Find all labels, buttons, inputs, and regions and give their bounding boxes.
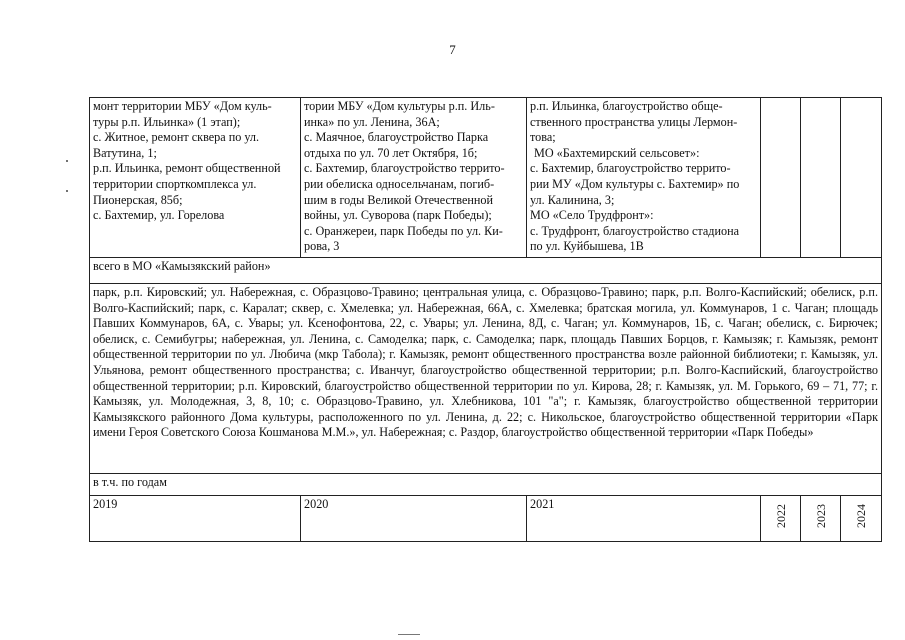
year-cell-2024 [841, 496, 882, 542]
objects-list-text: парк, р.п. Кировский; ул. Набережная, с. Образцово-Травино; центральная улица, с. Образцово-Травино; парк, р.п. Волго-Каспийский; обелиск, р.п. Волго-Каспийский; парк, с. Каралат; сквер, с. Хмелевка; ул. Набережная, 66А, с. Хмелевка; братская могила, ул. Коммунаров, 1 с. Чаган; площадь Павших Коммунаров, 6А, с. Увары; ул. Ксенофонтова, 22, с. Увары; ул. Ленина, 8Д, с. Чаган; ул. Коммунаров, 1Б, с. Чаган; обелиск, с. Бирючек; обелиск, с. Семибугры; набережная, ул. Ленина, с. Самоделка; парк, с. Самоделка; парк, площадь Павших Борцов, г. Камызяк; г. Камызяк, ремонт общественной территории по ул. Любича (мкр Табола); г. Камызяк, ремонт общественного пространства возле районной библиотеки; г. Камызяк, ул. Ульянова, ремонт общественного пространства; с. Иванчуг, благоустройство общественной территории; р.п. Волго-Каспийский, благоустройство общественной территории; р.п. Кировский, благоустройство общественной территории по ул. Кирова, 28; г. Камызяк, ул. М. Горького, 69 – 71, 77; г. Камызяк, ул. Молодежная, 3, 8, 10; с. Образцово-Травино, ул. Хлебникова, 101 "а"; г. Камызяк, благоустройство общественной территории Камызякского районного Дома культуры, расположенного по ул. Ленина, д. 22; с. Никольское, благоустройство общественной территории «Парк имени Героя Советского Союза Кошманова М.М.», ул. Набережная; с. Раздор, благоустройство общественной территории «Парк Победы» [93, 285, 878, 440]
text-line: с. Бахтемир, благоустройство террито- [304, 161, 505, 176]
text-line: территории спорткомплекса ул. [93, 176, 257, 191]
text-line: това; [530, 130, 556, 145]
margin-mark [66, 190, 68, 192]
year-cell-2019 [90, 496, 301, 542]
text-line: туры р.п. Ильинка» (1 этап); [93, 114, 241, 129]
text-line: Пионерская, 85б; [93, 192, 183, 207]
text-line: ственного пространства улицы Лермон- [530, 114, 738, 129]
total-label: всего в МО «Камызякский район» [93, 259, 271, 273]
text-line: отдыха по ул. 70 лет Октября, 1б; [304, 145, 478, 160]
text-line: с. Маячное, благоустройство Парка [304, 130, 489, 145]
by-years-label: в т.ч. по годам [93, 475, 167, 489]
objects-cell-2023 [801, 98, 841, 258]
text-line: с. Бахтемир, благоустройство террито- [530, 161, 731, 176]
margin-mark [66, 160, 68, 162]
text-line: с. Бахтемир, ул. Горелова [93, 208, 225, 223]
table-row [90, 98, 882, 258]
objects-cell-2020 [301, 98, 527, 258]
objects-cell-2022 [761, 98, 801, 258]
objects-cell-2021 [527, 98, 761, 258]
text-line: монт территории МБУ «Дом куль- [93, 99, 272, 113]
text-line: рии обелиска односельчанам, погиб- [304, 176, 495, 191]
text-line: инка» по ул. Ленина, 36А; [304, 114, 440, 129]
text-line: ул. Калинина, 3; [530, 192, 615, 207]
total-label-cell [90, 258, 882, 284]
text-line: р.п. Ильинка, ремонт общественной [93, 161, 281, 176]
text-line: рии МУ «Дом культуры с. Бахтемир» по [530, 176, 740, 191]
text-line: войны, ул. Суворова (парк Победы); [304, 208, 492, 223]
year-cell-2023 [801, 496, 841, 542]
table-row [90, 284, 882, 474]
text-line: с. Трудфронт, благоустройство стадиона [530, 223, 740, 238]
text-line: рова, 3 [304, 239, 340, 254]
year-cell-2021 [527, 496, 761, 542]
text-line: МО «Бахтемирский сельсовет»: [534, 145, 700, 160]
table-row [90, 496, 882, 542]
text-line: с. Житное, ремонт сквера по ул. [93, 130, 260, 145]
text-line: МО «Село Трудфронт»: [530, 208, 654, 223]
year-cell-2022 [761, 496, 801, 542]
text-line: с. Оранжереи, парк Победы по ул. Ки- [304, 223, 503, 238]
objects-cell-2024 [841, 98, 882, 258]
objects-list-cell [90, 284, 882, 474]
objects-cell-2019 [90, 98, 301, 258]
page-number: 7 [449, 42, 456, 57]
text-line: по ул. Куйбышева, 1В [530, 239, 644, 254]
text-line: р.п. Ильинка, благоустройство обще- [530, 99, 723, 113]
year-label: 2020 [304, 497, 329, 511]
table-row [90, 258, 882, 284]
year-label: 2023 [813, 504, 828, 529]
program-table [89, 97, 882, 542]
page-bottom-mark [398, 634, 420, 638]
year-label: 2021 [530, 497, 555, 511]
year-cell-2020 [301, 496, 527, 542]
by-years-label-cell [90, 474, 882, 496]
year-label: 2022 [773, 504, 788, 529]
table-row [90, 474, 882, 496]
text-line: шим в годы Великой Отечественной [304, 192, 494, 207]
text-line: тории МБУ «Дом культуры р.п. Иль- [304, 99, 495, 113]
year-label: 2019 [93, 497, 118, 511]
text-line: Ватутина, 1; [93, 145, 157, 160]
year-label: 2024 [854, 504, 868, 529]
